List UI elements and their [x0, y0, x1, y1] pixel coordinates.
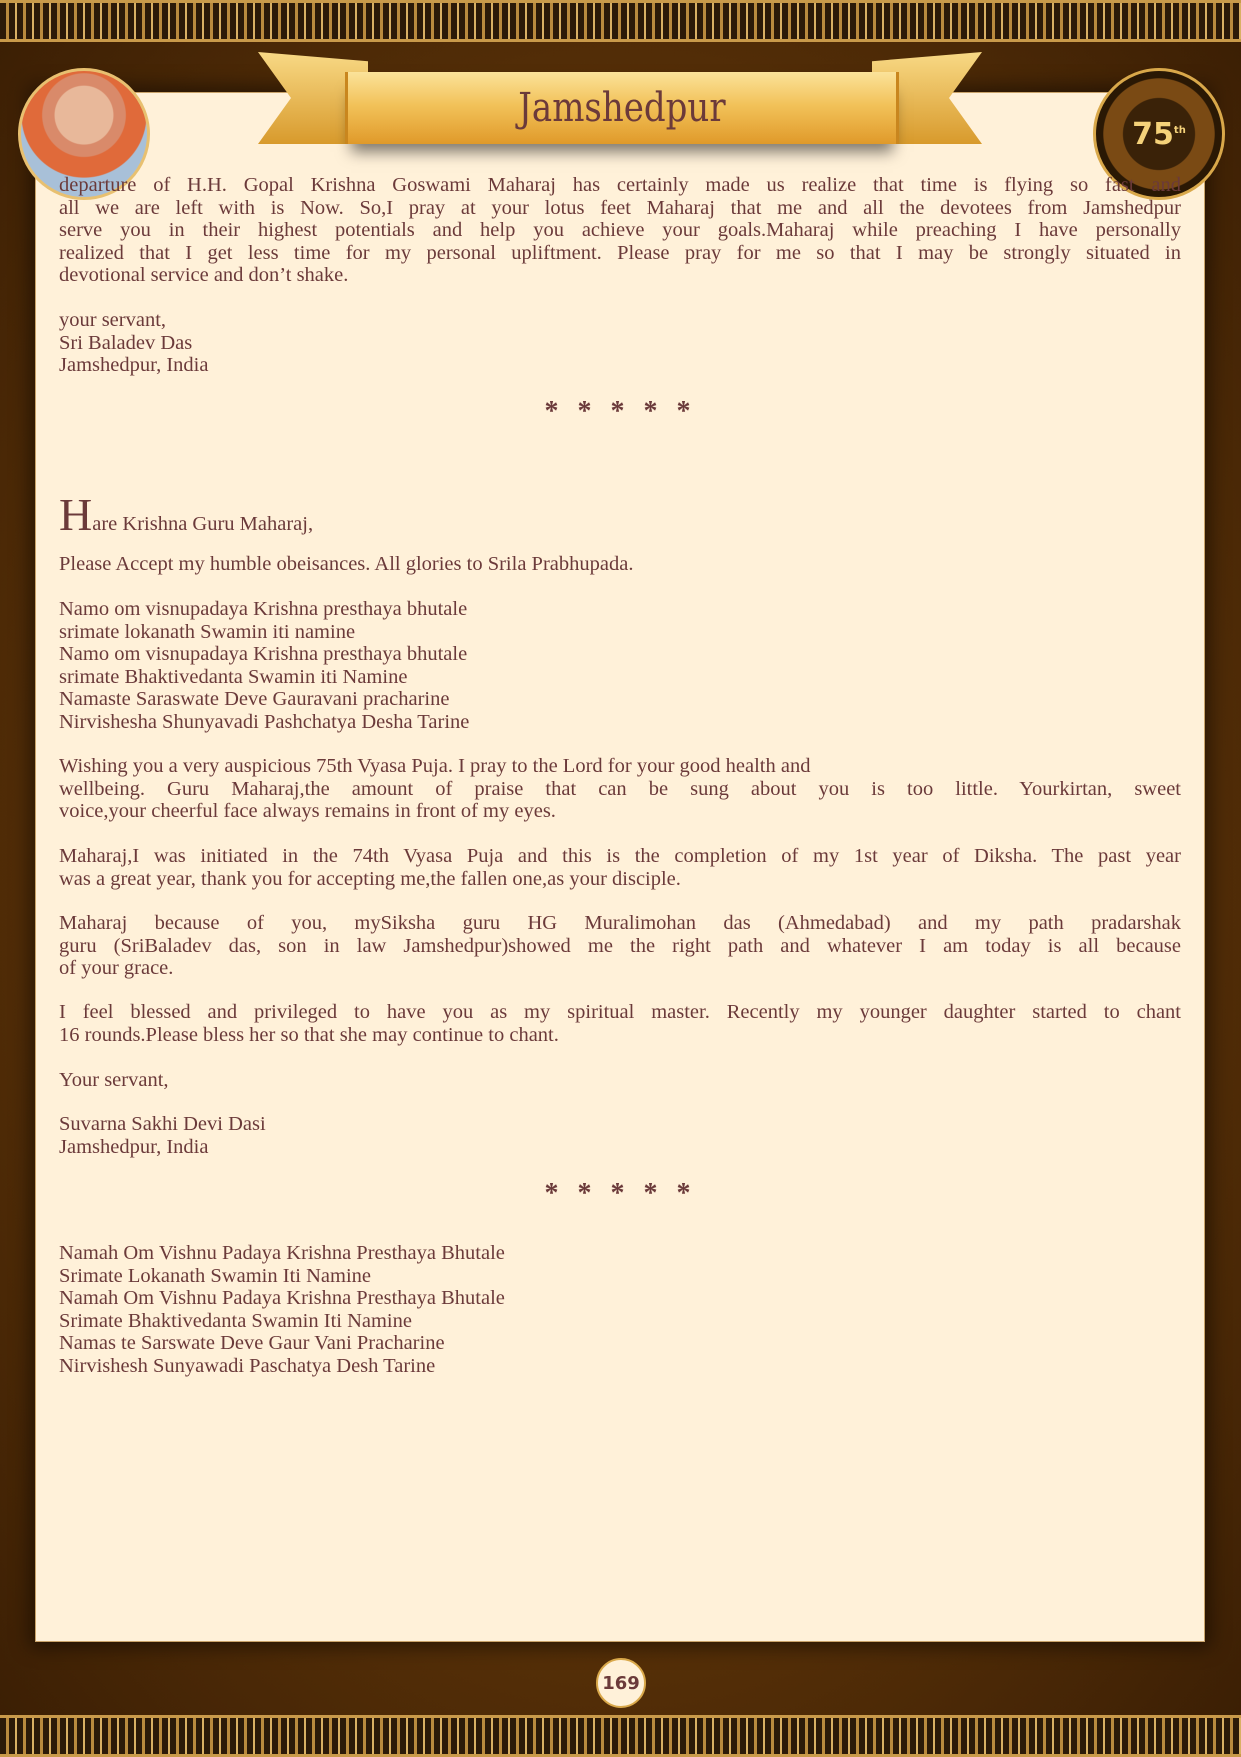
offering2-prayers: [59, 598, 1181, 733]
text-line: Srimate Bhaktivedanta Swamin Iti Namine: [59, 1309, 412, 1332]
text-line: voice,your cheerful face always remains in front of my eyes.: [59, 800, 556, 822]
text-line: Nirvishesh Sunyawadi Paschatya Desh Tarine: [59, 1354, 436, 1377]
text-line: realized that I get less time for my personal upliftment. Please pray for me so that I may be strongly situated in: [59, 241, 1181, 264]
text-line: Jamshedpur, India: [59, 1135, 209, 1158]
vyasa-puja-seal-logo: 75th: [1093, 68, 1225, 200]
text-line: of your grace.: [59, 957, 174, 979]
offering3-prayers: [59, 1242, 1181, 1377]
offering2-para3: [59, 912, 1181, 980]
text-line: was a great year, thank you for accepting me,the fallen one,as your disciple.: [59, 867, 681, 890]
offering1-body: [59, 174, 1181, 287]
offering2-para1: [59, 755, 1181, 823]
text-line: 16 rounds.Please bless her so that she may continue to chant.: [59, 1023, 559, 1046]
text-line: Namah Om Vishnu Padaya Krishna Presthaya Bhutale: [59, 1242, 505, 1264]
text-line: all we are left with is Now. So,I pray at your lotus feet Maharaj that me and all the devotees from Jamshedpur: [59, 196, 1181, 219]
page-title: Jamshedpur: [518, 85, 726, 131]
text-line: guru (SriBaladev das, son in law Jamshedpur)showed me the right path and whatever I am today is all because: [59, 934, 1181, 957]
top-ornamental-border: [0, 0, 1241, 42]
text-line: your servant,: [59, 309, 167, 331]
text-line: departure of H.H. Gopal Krishna Goswami Maharaj has certainly made us realize that time is flying so fast and: [59, 174, 1181, 196]
text-line: Maharaj,I was initiated in the 74th Vyasa Puja and this is the completion of my 1st year of Diksha. The past year: [59, 845, 1181, 867]
text-line: serve you in their highest potentials and help you achieve your goals.Maharaj while preaching I have personally: [59, 219, 1181, 241]
text-line: wellbeing. Guru Maharaj,the amount of praise that can be sung about you is too little. Yourkirtan, sweet: [59, 777, 1181, 800]
text-line: Wishing you a very auspicious 75th Vyasa Puja. I pray to the Lord for your good health and: [59, 755, 811, 777]
text-line: Nirvishesha Shunyavadi Pashchatya Desha Tarine: [59, 710, 470, 733]
text-line: Namas te Sarswate Deve Gaur Vani Pracharine: [59, 1332, 445, 1354]
text-line: Namah Om Vishnu Padaya Krishna Presthaya Bhutale: [59, 1287, 505, 1309]
text-line: Namaste Saraswate Deve Gauravani pracharine: [59, 688, 450, 710]
bottom-ornamental-border: [0, 1715, 1241, 1757]
page-number: 169: [596, 1658, 646, 1708]
text-line: I feel blessed and privileged to have you as my spiritual master. Recently my younger daughter started to chant: [59, 1001, 1181, 1023]
text-line: srimate Bhaktivedanta Swamin iti Namine: [59, 665, 408, 688]
text-line: Namo om visnupadaya Krishna presthaya bhutale: [59, 643, 468, 665]
offering2-closing: Your servant,: [59, 1069, 169, 1091]
separator-stars: * * * * *: [544, 396, 697, 427]
offering2-signature: [59, 1113, 1181, 1158]
offering2-greeting: [59, 489, 1181, 540]
text-line: Maharaj because of you, mySiksha guru HG Muralimohan das (Ahmedabad) and my path pradarshak: [59, 912, 1181, 934]
offering2-obeisances: Please Accept my humble obeisances. All glories to Srila Prabhupada.: [59, 553, 634, 575]
drop-cap: H: [59, 489, 93, 540]
offering2-para2: [59, 845, 1181, 890]
text-line: devotional service and don’t shake.: [59, 264, 349, 286]
text-line: srimate lokanath Swamin iti namine: [59, 620, 356, 643]
text-line: Jamshedpur, India: [59, 354, 209, 376]
text-line: Sri Baladev Das: [59, 331, 193, 354]
text-line: Srimate Lokanath Swamin Iti Namine: [59, 1264, 371, 1287]
separator-stars-2: * * * * *: [544, 1178, 697, 1209]
offering1-signature: [59, 309, 1181, 377]
text-line: Suvarna Sakhi Devi Dasi: [59, 1113, 266, 1135]
offering2-para4: [59, 1001, 1181, 1046]
greeting-text: are Krishna Guru Maharaj,: [92, 513, 314, 535]
title-ribbon: [345, 72, 899, 144]
text-line: Namo om visnupadaya Krishna presthaya bhutale: [59, 598, 468, 620]
